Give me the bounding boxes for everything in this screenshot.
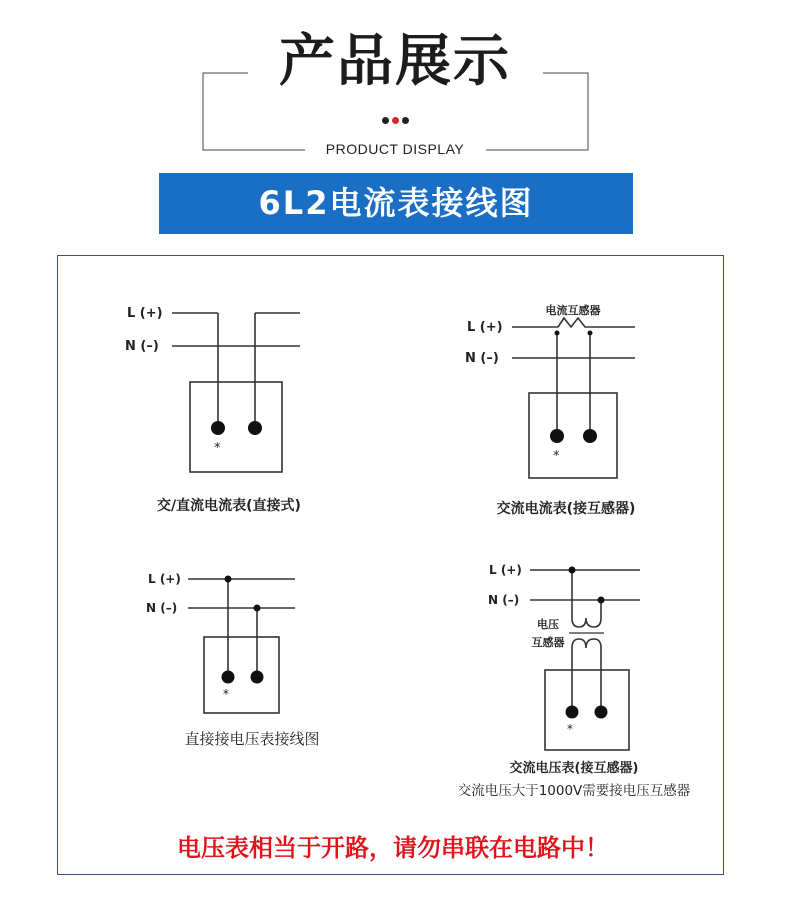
diagram-note: 交流电压大于1000V需要接电压互感器 [457, 783, 691, 799]
terminal-dot [251, 671, 264, 684]
diagram-pt-voltmeter [530, 570, 640, 750]
warning-text: 电压表相当于开路，请勿串联在电路中！ [177, 834, 609, 862]
diagram-direct-voltmeter [188, 579, 295, 713]
line-label: L (+) [489, 563, 522, 577]
section-banner: 6L2电流表接线图 [159, 173, 633, 234]
terminal-dot [595, 706, 608, 719]
neutral-label: N (–) [146, 601, 178, 615]
diagram-caption: 交/直流电流表(直接式) [157, 498, 301, 514]
neutral-label: N (–) [488, 593, 520, 607]
pt-label-line1: 电压 [537, 618, 559, 631]
page-title: 产品展示 [279, 29, 511, 94]
polarity-mark: * [553, 449, 560, 464]
neutral-label: N (–) [465, 351, 499, 366]
polarity-mark: * [567, 722, 573, 736]
diagram-direct-ammeter [172, 313, 300, 472]
terminal-dot [550, 429, 564, 443]
line-label: L (+) [127, 306, 163, 321]
diagram-ct-ammeter [512, 318, 635, 478]
terminal-dot [222, 671, 235, 684]
pt-label-line2: 互感器 [531, 636, 565, 649]
line-label: L (+) [148, 572, 181, 586]
diagram-caption: 交流电压表(接互感器) [509, 761, 639, 776]
neutral-label: N (–) [125, 339, 159, 354]
polarity-mark: * [223, 687, 229, 701]
ct-label: 电流互感器 [545, 304, 601, 317]
terminal-dot [211, 421, 225, 435]
diagram-caption: 交流电流表(接互感器) [496, 501, 636, 517]
terminal-dot [566, 706, 579, 719]
diagram-caption: 直接接电压表接线图 [184, 730, 320, 748]
polarity-mark: * [214, 441, 221, 456]
terminal-dot [583, 429, 597, 443]
terminal-dot [248, 421, 262, 435]
page-subtitle: PRODUCT DISPLAY [325, 141, 465, 157]
line-label: L (+) [467, 320, 503, 335]
